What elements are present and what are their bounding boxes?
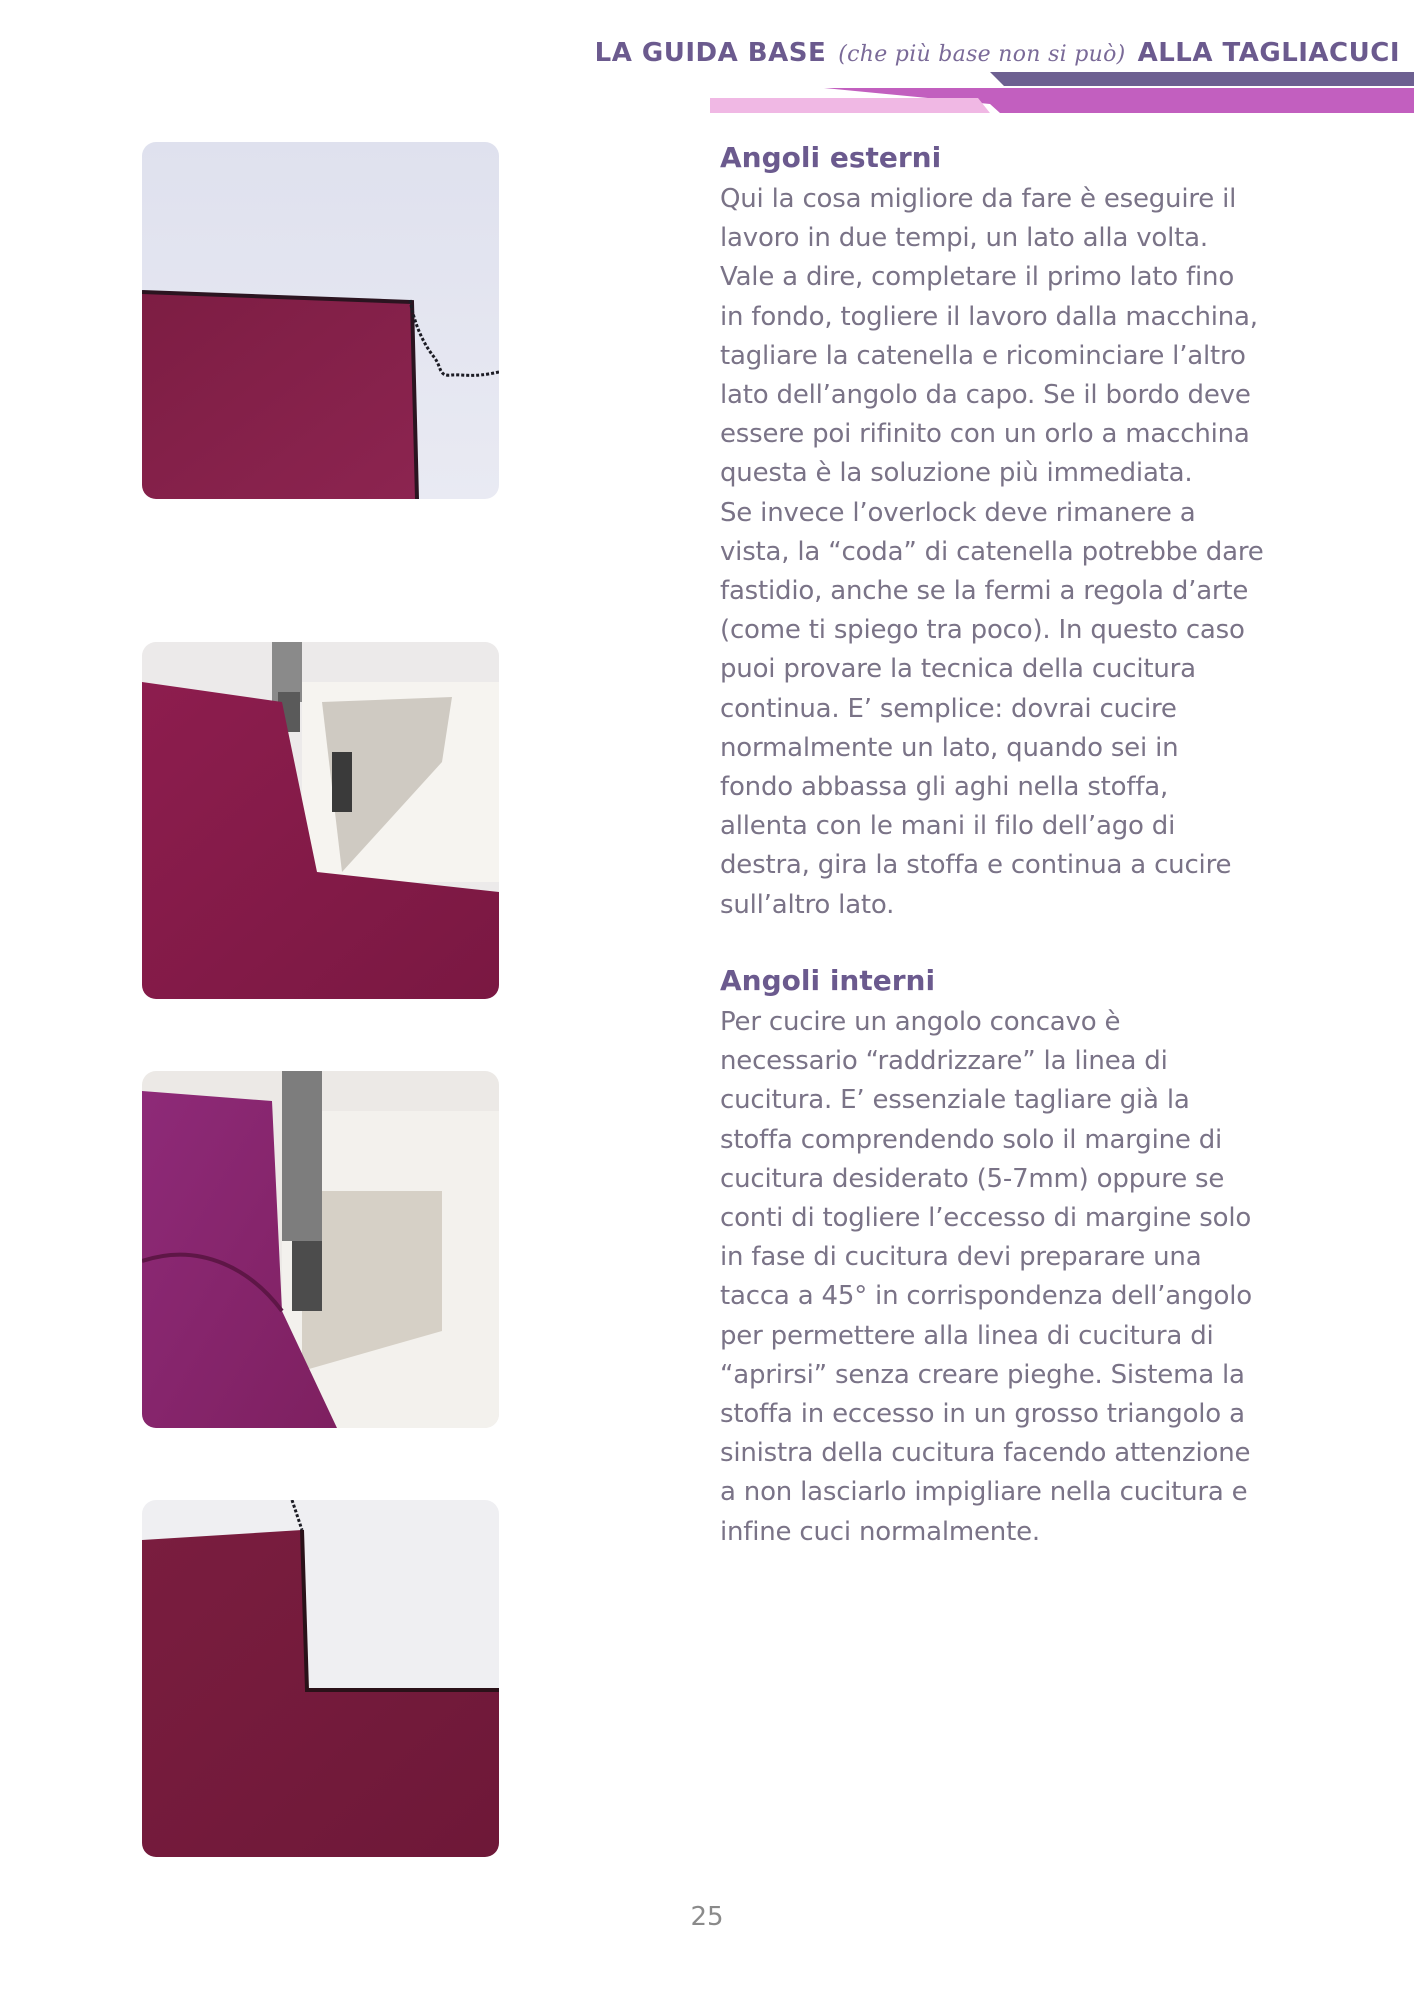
text-line: puoi provare la tecnica della cucitura [720,654,1196,685]
header-bar-dark [990,72,1414,86]
header-title-sub: (che più base non si può) [838,42,1126,67]
text-line: infine cuci normalmente. [720,1516,1040,1547]
text-line: tagliare la catenella e ricominciare l’altro [720,340,1246,371]
text-line: lavoro in due tempi, un lato alla volta. [720,223,1208,254]
text-line: questa è la soluzione più immediata. [720,458,1193,489]
text-line: vista, la “coda” di catenella potrebbe dare [720,536,1264,567]
text-line: (come ti spiego tra poco). In questo caso [720,615,1245,646]
text-line: in fase di cucitura devi preparare una [720,1242,1202,1273]
text-line: cucitura desiderato (5-7mm) oppure se [720,1163,1225,1194]
text-line: Se invece l’overlock deve rimanere a [720,497,1196,528]
heading-external-corners: Angoli esterni [720,141,942,174]
text-line: necessario “raddrizzare” la linea di [720,1046,1168,1077]
body-internal-corners [720,1003,1320,1552]
text-line: per permettere alla linea di cucitura di [720,1320,1214,1351]
text-line: in fondo, togliere il lavoro dalla macchina, [720,301,1258,332]
text-line: lato dell’angolo da capo. Se il bordo deve [720,380,1251,411]
section-external-corners [720,138,1320,925]
text-line: tacca a 45° in corrispondenza dell’angolo [720,1281,1252,1312]
photo-inner-corner-finished [142,1500,499,1857]
text-line: stoffa comprendendo solo il margine di [720,1124,1223,1155]
header-title-left: LA GUIDA BASE [594,38,827,68]
photo-outer-corner-sewing [142,642,499,999]
text-line: cucitura. E’ essenziale tagliare già la [720,1085,1190,1116]
header-title-right: ALLA TAGLIACUCI [1137,38,1400,68]
text-line: destra, gira la stoffa e continua a cucire [720,850,1232,881]
header-bar-pink [710,98,990,113]
text-line: Per cucire un angolo concavo è [720,1007,1121,1037]
section-internal-corners [720,961,1320,1552]
heading-internal-corners: Angoli interni [720,964,936,997]
photo-outer-corner-chain [142,142,499,499]
text-line: Qui la cosa migliore da fare è eseguire il [720,184,1237,214]
text-line: stoffa in eccesso in un grosso triangolo a [720,1399,1245,1430]
text-line: normalmente un lato, quando sei in [720,732,1179,763]
text-line: Vale a dire, completare il primo lato fino [720,262,1235,293]
text-line: “aprirsi” senza creare pieghe. Sistema la [720,1359,1245,1390]
photo-inner-corner-sewing [142,1071,499,1428]
text-line: sull’altro lato. [720,889,895,920]
text-line: conti di togliere l’eccesso di margine solo [720,1203,1252,1234]
body-external-corners [720,180,1320,925]
text-line: continua. E’ semplice: dovrai cucire [720,693,1177,724]
text-line: fastidio, anche se la fermi a regola d’arte [720,576,1249,607]
text-line: fondo abbassa gli aghi nella stoffa, [720,772,1169,803]
text-line: a non lasciarlo impigliare nella cucitura e [720,1477,1248,1508]
text-line: allenta con le mani il filo dell’ago di [720,811,1176,842]
page-number: 25 [690,1902,724,1932]
text-line: sinistra della cucitura facendo attenzione [720,1438,1251,1469]
text-line: essere poi rifinito con un orlo a macchina [720,419,1250,450]
header-decoration-bars [0,0,1414,120]
